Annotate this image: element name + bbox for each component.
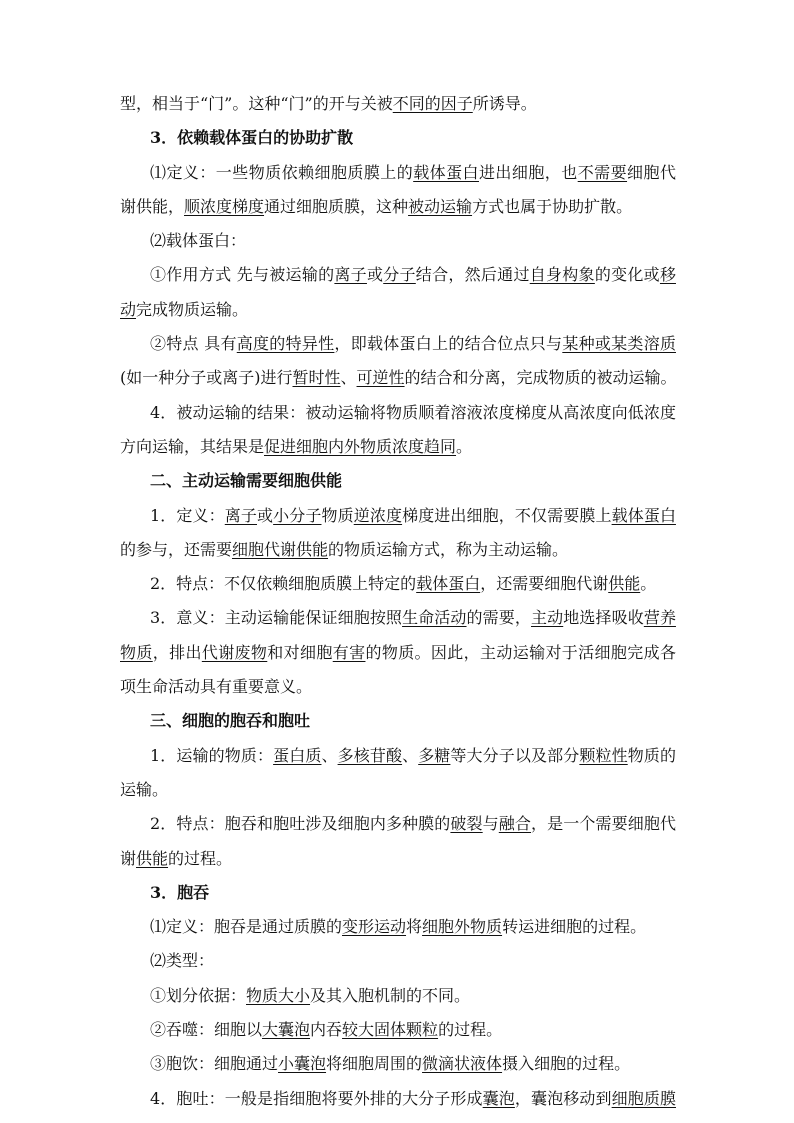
section-heading bbox=[120, 121, 676, 155]
text-segment: 4．胞吐：一般是指细胞将要外排的大分子形成 bbox=[150, 1088, 483, 1108]
text-line bbox=[120, 567, 676, 601]
text-line bbox=[120, 1047, 676, 1081]
text-line bbox=[120, 670, 676, 704]
text-segment: 结合，然后通过 bbox=[415, 265, 530, 285]
text-line bbox=[120, 156, 676, 190]
underlined-term: 离子 bbox=[334, 265, 367, 285]
text-segment: ，排出 bbox=[152, 642, 202, 662]
underlined-term: 小分子 bbox=[273, 505, 322, 525]
text-segment: ，即载体蛋白上的结合位点只与 bbox=[334, 334, 563, 354]
text-segment: 1．运输的物质： bbox=[150, 745, 274, 765]
text-segment: 3．依赖载体蛋白的协助扩散 bbox=[150, 128, 354, 148]
text-segment: 将细胞周围的 bbox=[326, 1054, 423, 1074]
text-segment: 型，相当于“门”。这种“门”的开与关被 bbox=[120, 94, 393, 113]
text-segment: 物质的 bbox=[627, 745, 676, 765]
text-segment: 、 bbox=[340, 368, 357, 388]
text-segment: 运输。 bbox=[120, 779, 169, 799]
underlined-term: 多糖 bbox=[418, 745, 451, 765]
text-line bbox=[120, 944, 676, 978]
text-line bbox=[120, 224, 676, 258]
underlined-term: 离子 bbox=[224, 505, 257, 525]
text-line bbox=[120, 396, 676, 430]
section-heading bbox=[120, 876, 676, 910]
underlined-term: 逆浓度 bbox=[353, 505, 403, 525]
underlined-term: 细胞外物质 bbox=[422, 917, 503, 937]
text-segment: 2．特点：不仅依赖细胞质膜上特定的 bbox=[150, 574, 417, 594]
text-line bbox=[120, 499, 676, 533]
text-segment: ①作用方式 先与被运输的 bbox=[150, 265, 335, 285]
text-segment: 3．胞吞 bbox=[150, 882, 210, 902]
text-segment: 。 bbox=[640, 574, 657, 594]
text-segment: 谢 bbox=[120, 848, 137, 868]
text-segment: ⑴定义：胞吞是通过质膜的 bbox=[150, 917, 343, 937]
text-segment: 的过程。 bbox=[438, 1020, 503, 1040]
text-segment: 项生命活动具有重要意义。 bbox=[120, 677, 313, 697]
text-segment: 或 bbox=[366, 265, 384, 285]
text-segment: 将 bbox=[406, 917, 423, 937]
underlined-term: 颗粒性 bbox=[579, 745, 628, 765]
underlined-term: 物质大小 bbox=[246, 985, 311, 1005]
text-segment: 的变化或 bbox=[594, 265, 660, 285]
text-line bbox=[120, 87, 676, 121]
text-segment: ⑴定义：一些物质依赖细胞质膜上的 bbox=[150, 162, 414, 182]
text-segment: 方式也属于协助扩散。 bbox=[472, 196, 633, 216]
underlined-term: 自身构象 bbox=[529, 265, 595, 285]
underlined-term: 融合 bbox=[498, 814, 532, 834]
underlined-term: 可逆性 bbox=[356, 368, 405, 388]
text-line bbox=[120, 773, 676, 807]
underlined-term: 载体蛋白 bbox=[413, 162, 479, 182]
text-line bbox=[120, 979, 676, 1013]
text-segment: ，囊泡移动到 bbox=[514, 1088, 612, 1108]
text-segment: ②特点 具有 bbox=[150, 334, 237, 354]
text-segment: 1．定义： bbox=[150, 505, 225, 525]
text-line bbox=[120, 636, 676, 670]
underlined-term: 多核苷酸 bbox=[337, 745, 403, 765]
underlined-term: 顺浓度梯度 bbox=[184, 196, 265, 216]
text-segment: 等大分子以及部分 bbox=[450, 745, 580, 765]
underlined-term: 生命活动 bbox=[402, 608, 467, 628]
underlined-term: 不同的因子 bbox=[392, 94, 473, 113]
text-line bbox=[120, 842, 676, 876]
section-heading bbox=[120, 704, 676, 738]
text-segment: 谢供能， bbox=[120, 196, 185, 216]
text-line bbox=[120, 361, 676, 395]
text-line bbox=[120, 910, 676, 944]
underlined-term: 促进细胞内外物质浓度趋同 bbox=[264, 436, 457, 456]
text-line bbox=[120, 258, 676, 292]
text-segment: ，是一个需要细胞代 bbox=[531, 814, 676, 834]
text-segment: 3．意义：主动运输能保证细胞按照 bbox=[150, 608, 403, 628]
text-segment: ①划分依据： bbox=[150, 985, 247, 1005]
underlined-term: 载体蛋白 bbox=[416, 574, 481, 594]
text-segment: 内吞 bbox=[310, 1020, 343, 1040]
text-segment: 二、主动运输需要细胞供能 bbox=[150, 471, 343, 491]
text-segment: 4．被动运输的结果：被动运输将物质顺着溶液浓度梯度从高浓度向低浓度 bbox=[150, 402, 676, 422]
text-segment: 和对细胞 bbox=[267, 642, 333, 662]
text-segment: 细胞代 bbox=[627, 162, 676, 182]
text-line bbox=[120, 739, 676, 773]
text-segment: 的物质运输方式，称为主动运输。 bbox=[328, 539, 569, 559]
text-segment: 转运进细胞的过程。 bbox=[502, 917, 647, 937]
text-line bbox=[120, 1082, 676, 1116]
underlined-term: 物质 bbox=[120, 642, 153, 662]
underlined-term: 大囊泡 bbox=[262, 1020, 311, 1040]
underlined-term: 主动 bbox=[531, 608, 564, 628]
text-segment: 完成物质运输。 bbox=[136, 299, 249, 319]
text-segment: 所诱导。 bbox=[472, 94, 537, 113]
text-segment: 的结合和分离，完成物质的被动运输。 bbox=[404, 368, 677, 388]
underlined-term: 动 bbox=[120, 299, 137, 319]
underlined-term: 囊泡 bbox=[482, 1088, 515, 1108]
underlined-term: 细胞代谢供能 bbox=[232, 539, 329, 559]
underlined-term: 较大固体颗粒 bbox=[342, 1020, 439, 1040]
text-segment: 的需要， bbox=[466, 608, 531, 628]
underlined-term: 某种或某类溶质 bbox=[562, 334, 676, 354]
text-segment: 或 bbox=[257, 505, 274, 525]
underlined-term: 载体蛋白 bbox=[611, 505, 676, 525]
text-line bbox=[120, 533, 676, 567]
underlined-term: 被动运输 bbox=[408, 196, 473, 216]
text-segment: 的物质。因此，主动运输对于活细胞完成各 bbox=[365, 642, 676, 662]
document-page bbox=[120, 87, 676, 1116]
underlined-term: 细胞质膜 bbox=[611, 1088, 676, 1108]
underlined-term: 供能 bbox=[608, 574, 641, 594]
underlined-term: 变形运动 bbox=[342, 917, 407, 937]
text-segment: 三、细胞的胞吞和胞吐 bbox=[150, 711, 311, 731]
underlined-term: 破裂 bbox=[450, 814, 483, 834]
text-segment: 、 bbox=[321, 745, 338, 765]
text-segment: 的过程。 bbox=[168, 848, 233, 868]
text-line bbox=[120, 327, 676, 361]
text-line bbox=[120, 190, 676, 224]
text-segment: (如一种分子或离子)进行 bbox=[120, 368, 293, 388]
text-line bbox=[120, 807, 676, 841]
text-segment: 。 bbox=[456, 436, 473, 456]
text-segment: ③胞饮：细胞通过 bbox=[150, 1054, 279, 1074]
underlined-term: 供能 bbox=[136, 848, 169, 868]
text-line bbox=[120, 293, 676, 327]
text-segment: 摄入细胞的过程。 bbox=[502, 1054, 631, 1074]
text-segment: ⑵类型： bbox=[150, 951, 215, 971]
underlined-term: 不需要 bbox=[577, 162, 628, 182]
underlined-term: 微滴状液体 bbox=[422, 1054, 503, 1074]
text-segment: 及其入胞机制的不同。 bbox=[310, 985, 471, 1005]
text-segment: 地选择吸收 bbox=[563, 608, 644, 628]
text-segment: 物质 bbox=[321, 505, 354, 525]
underlined-term: 高度的特异性 bbox=[236, 334, 335, 354]
text-segment: 通过细胞质膜，这种 bbox=[264, 196, 409, 216]
text-segment: ⑵载体蛋白： bbox=[150, 231, 247, 251]
underlined-term: 蛋白质 bbox=[273, 745, 322, 765]
text-segment: 、 bbox=[402, 745, 419, 765]
text-segment: 的参与，还需要 bbox=[120, 539, 233, 559]
text-segment: 进出细胞，也 bbox=[478, 162, 578, 182]
text-segment: 2．特点：胞吞和胞吐涉及细胞内多种膜的 bbox=[150, 814, 451, 834]
section-heading bbox=[120, 464, 676, 498]
text-segment: 与 bbox=[482, 814, 499, 834]
underlined-term: 暂时性 bbox=[292, 368, 341, 388]
text-segment: ②吞噬：细胞以 bbox=[150, 1020, 263, 1040]
text-segment: 方向运输，其结果是 bbox=[120, 436, 265, 456]
underlined-term: 小囊泡 bbox=[278, 1054, 327, 1074]
underlined-term: 移 bbox=[659, 265, 676, 285]
underlined-term: 代谢废物 bbox=[201, 642, 268, 662]
text-line bbox=[120, 430, 676, 464]
text-line bbox=[120, 1013, 676, 1047]
underlined-term: 营养 bbox=[643, 608, 676, 628]
text-segment: ，还需要细胞代谢 bbox=[480, 574, 609, 594]
text-segment: 梯度进出细胞，不仅需要膜上 bbox=[402, 505, 612, 525]
underlined-term: 分子 bbox=[383, 265, 416, 285]
underlined-term: 有害 bbox=[332, 642, 366, 662]
text-line bbox=[120, 601, 676, 635]
